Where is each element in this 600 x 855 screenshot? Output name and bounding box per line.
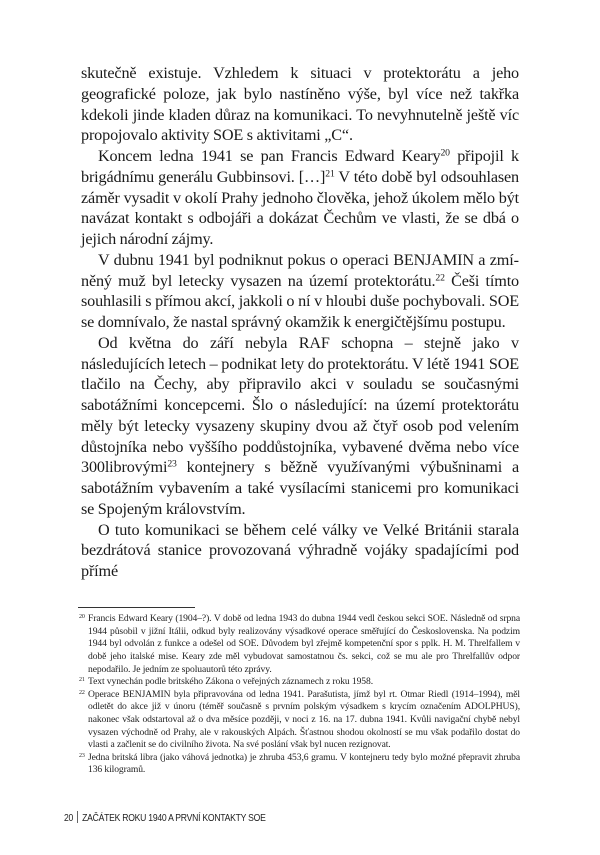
footnote-ref[interactable]: 21 (325, 168, 335, 180)
footnote-number: 21 (79, 677, 85, 684)
paragraph-text: V této době byl odsouhlasen záměr vysadit v okolí Prahy jednoho člověka, jehož úkolem mělo být navázat kontakt s odbojáři a dokázat Čechům ve vlasti, že se dbá o jejich národní zájmy. (81, 167, 519, 248)
footnote-number: 20 (79, 614, 85, 621)
paragraph-text: V dubnu 1941 byl podniknut pokus o operaci BENJAMIN a zmíněný muž byl letecky vysazen na území protektorátu. (81, 250, 519, 290)
running-title: ZAČÁTEK ROKU 1940 A PRVNÍ KONTAKTY SOE (82, 812, 266, 824)
paragraph: skutečně existuje. Vzhledem k situaci v protektorátu a jeho geografické poloze, jak bylo nastíněno výše, byl více než takřka kdekoli jinde kladen důraz na komunikaci. To nevyhnutelně ještě víc propojovalo aktivity SOE s aktivitami „C“. (81, 64, 519, 145)
footnote-ref[interactable]: 23 (167, 458, 177, 470)
footnote (79, 676, 520, 689)
page-footer (64, 811, 504, 825)
footnote-number: 22 (79, 689, 85, 696)
footnote (79, 613, 520, 676)
paragraph-text: Od května do září nebyla RAF schopna – stejně jako v následujících letech – podnikat lety do protektorátu. V létě 1941 SOE tlačilo na Čechy, aby připravilo akci v souladu se současnými sabotážními koncepcemi. Šlo o následující: na území protektorátu měly být letecky vysazeny skupiny dvou až čtyř osob pod velením důstojníka nebo vyššího poddůstojníka, vybavené dvěma nebo více 300librovými (81, 333, 519, 477)
footnote-text: Francis Edward Keary (1904–?). V době od ledna 1943 do dubna 1944 vedl českou sekci SOE. Následně od srpna 1944 působil v jižní Itálii, odkud byly realizovány výsadkové operace směřující do Československa. Na podzim 1944 byl odvolán z funkce a odešel od SOE. Důvodem byl zřejmě kompetenční spor s pplk. H. M. Threlfallem v době jeho italské mise. Keary zde měl vybudovat samostatnou čs. sekci, což se mu ale pro Threlfallův odpor nepodařilo. Je jedním ze spoluautorů této zprávy. (88, 613, 520, 675)
main-text (81, 63, 519, 582)
page-number: 20 (64, 812, 74, 824)
paragraph-text: Koncem ledna 1941 se pan Francis Edward Keary (98, 147, 441, 165)
footer-separator (77, 811, 78, 823)
footnote (79, 689, 520, 752)
page-spacer (0, 582, 600, 608)
footnote-text: Jedna britská libra (jako váhová jednotka) je zhruba 453,6 gramu. V kontejneru tedy bylo možné přepravit zhruba 136 kilogramů. (88, 751, 520, 776)
footnotes (79, 613, 520, 777)
paragraph: O tuto komunikaci se během celé války ve Velké Británii starala bezdrátová stanice provozovaná výhradně vojáky spadajícími pod přímé (81, 520, 519, 580)
footnote-ref[interactable]: 22 (435, 272, 445, 284)
footnote (79, 752, 520, 777)
paragraph (81, 250, 519, 333)
paragraph-text: Češi tímto souhlasili s přímou akcí, jakkoli o ní v hloubi duše pochybovali. SOE se domnívalo, že nastal správný okamžik k energičtějšímu postupu. (81, 271, 519, 331)
paragraph-text: kontejnery s běžně využívanými výbušninami a sabotážním vybavením a také vysílacími stanicemi pro komunikaci se Spojeným královstvím. (81, 458, 519, 518)
footnote-number: 23 (79, 752, 85, 759)
paragraph (81, 146, 519, 250)
footnote-text: Text vynechán podle britského Zákona o veřejných záznamech z roku 1958. (88, 676, 373, 688)
footnote-divider (78, 607, 195, 608)
paragraph-text: připojil k brigádnímu generálu Gubbinsovi. […] (81, 147, 519, 186)
footnote-ref[interactable]: 20 (440, 147, 450, 159)
paragraph (81, 333, 519, 520)
footnote-text: Operace BENJAMIN byla připravována od ledna 1941. Parašutista, jímž byl rt. Otmar Riedl (1914–1994), měl odletět do akce již v únoru (téměř současně s prvním polským výsadkem s krycím označením ADOLPHUS), nakonec však odstartoval až o dva měsíce později, v noci z 16. na 17. dubna 1941. Kvůli navigační chybě nebyl vysazen východně od Prahy, ale v rakouských Alpách. Šťastnou shodou okolností se mu však podařilo dostat do vlasti a začlenit se do civilního života. Na své poslání však byl nucen rezignovat. (88, 688, 520, 751)
